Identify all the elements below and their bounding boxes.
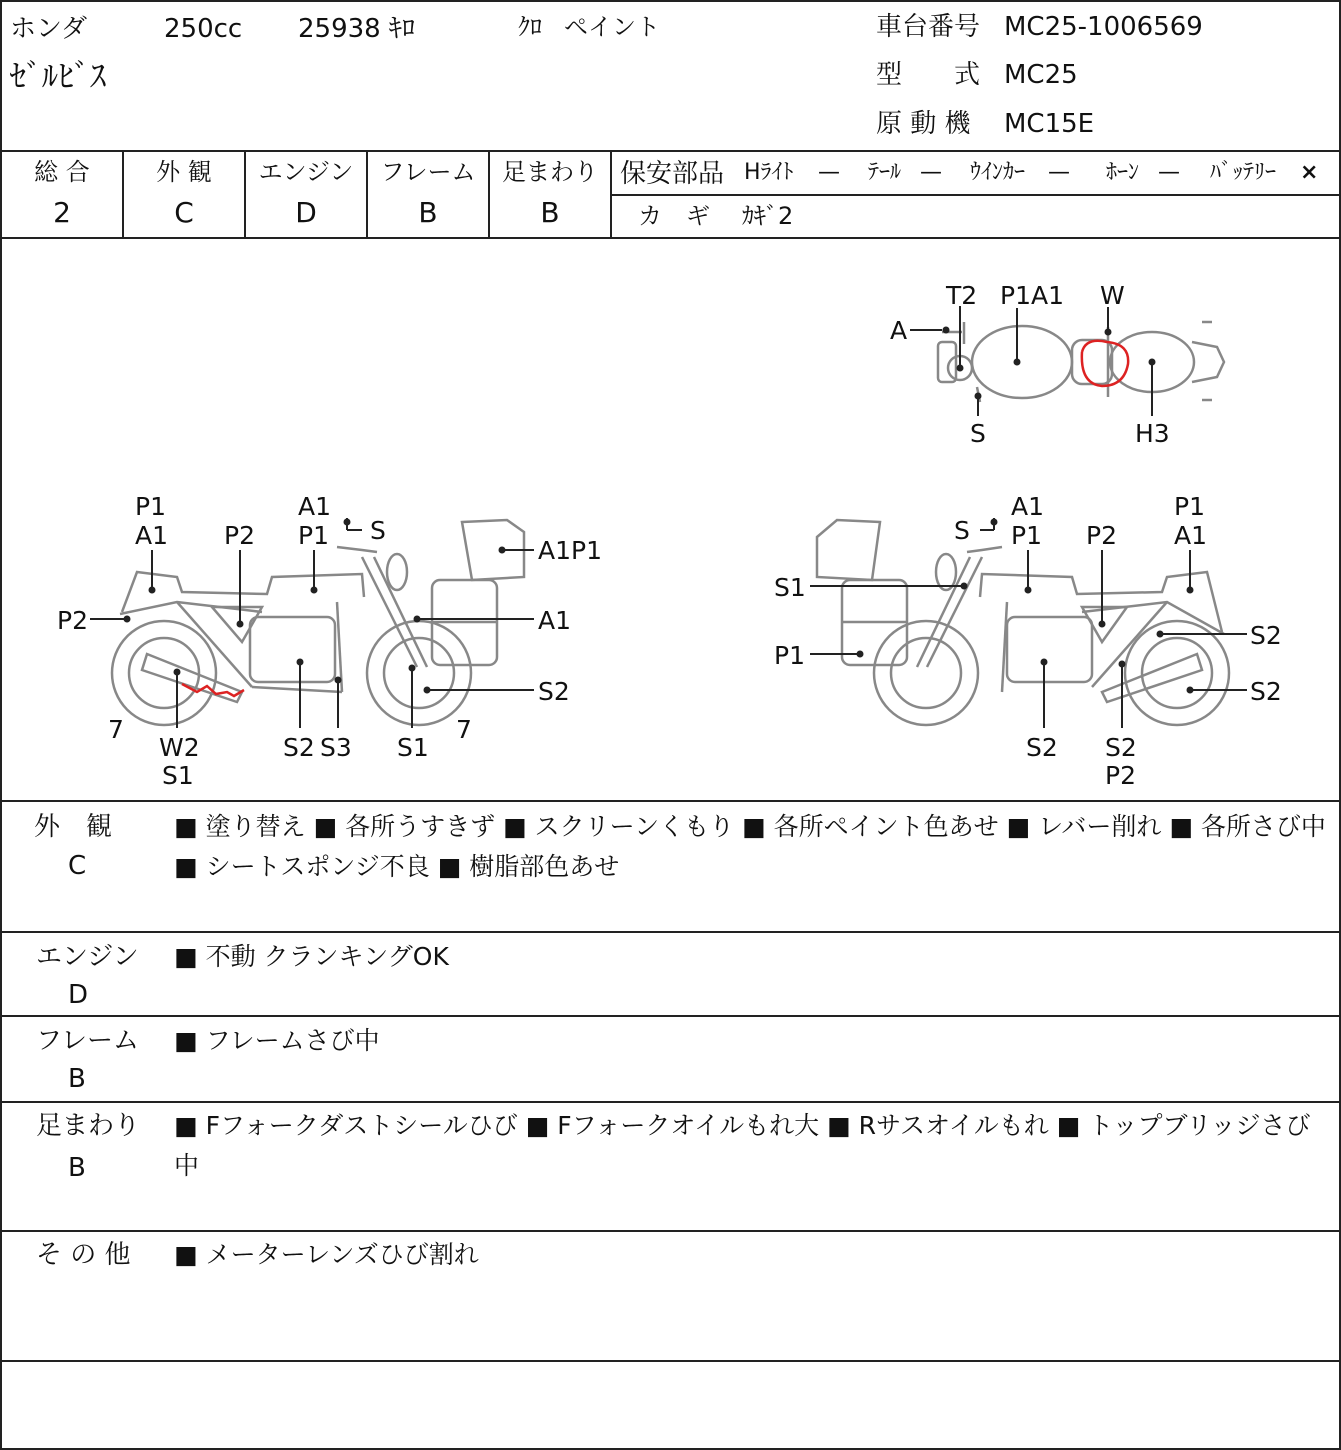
section-label-suspension: 足まわり bbox=[36, 1111, 141, 1141]
frame-no: MC25-1006569 bbox=[1004, 12, 1203, 42]
diagram-label: P1 bbox=[1174, 492, 1205, 521]
top-view-dots bbox=[943, 327, 1156, 400]
diagram-label: H3 bbox=[1135, 419, 1170, 448]
frame-no-label: 車台番号 bbox=[876, 12, 981, 42]
diagram-label: W bbox=[1100, 281, 1125, 310]
diagram-label: P1A1 bbox=[1000, 281, 1064, 310]
engine-value: MC15E bbox=[1004, 109, 1095, 139]
diagram-label: S1 bbox=[397, 733, 429, 762]
section-label-other: そ の 他 bbox=[36, 1240, 131, 1270]
grade-label-total: 総 合 bbox=[34, 158, 90, 186]
model-name: ｾﾞﾙﾋﾞｽ bbox=[10, 57, 107, 95]
section-grade-engine: D bbox=[68, 980, 89, 1010]
grade-label-suspension: 足まわり bbox=[502, 158, 598, 186]
diagram-label: S bbox=[370, 516, 386, 545]
divider bbox=[2, 1360, 1339, 1362]
diagram-label: P2 bbox=[224, 521, 255, 550]
section-notes-suspension: ■ Fフォークダストシールひび ■ Fフォークオイルもれ大 ■ Rサスオイルもれ ■ トップブリッジさび中 bbox=[174, 1111, 1311, 1180]
diagram-label: P1 bbox=[1011, 521, 1042, 550]
diagram-label: S bbox=[954, 516, 970, 545]
left-side-bike-icon bbox=[112, 520, 524, 725]
right-side-bike-icon bbox=[817, 520, 1229, 725]
safety-horn-mark: — bbox=[1158, 160, 1180, 185]
section-grade-frame: B bbox=[68, 1064, 86, 1094]
diagram-label: S2 bbox=[1105, 733, 1137, 762]
top-view-leaders bbox=[910, 306, 1152, 416]
divider bbox=[2, 931, 1339, 933]
diagram-label: S2 bbox=[1250, 621, 1282, 650]
safety-taillight-mark: — bbox=[920, 160, 942, 185]
diagram-label: S2 bbox=[538, 677, 570, 706]
diagram-label: A1 bbox=[1011, 492, 1045, 521]
section-grade-exterior: C bbox=[68, 851, 87, 881]
grade-value-frame: B bbox=[418, 196, 438, 229]
diagram-label: A1 bbox=[538, 606, 572, 635]
grade-value-engine: D bbox=[295, 196, 317, 229]
safety-horn: ﾎｰﾝ bbox=[1106, 160, 1140, 185]
diagram-label: S2 bbox=[283, 733, 315, 762]
section-notes-frame: ■ フレームさび中 bbox=[174, 1026, 380, 1055]
divider bbox=[2, 1101, 1339, 1103]
diagram-label: S3 bbox=[320, 733, 352, 762]
safety-label: 保安部品 bbox=[620, 159, 725, 189]
paint: ペイント bbox=[564, 13, 660, 41]
mileage: 25938 ｷﾛ bbox=[298, 14, 415, 44]
diagram-label: P2 bbox=[57, 606, 88, 635]
grade-label-engine: エンジン bbox=[258, 158, 354, 186]
safety-turn-signal: ｳｲﾝｶｰ bbox=[970, 160, 1026, 185]
section-label-frame: フレーム bbox=[36, 1026, 139, 1056]
diagram-label: T2 bbox=[946, 281, 978, 310]
type-label: 型 式 bbox=[876, 60, 981, 90]
diagram-label: A1 bbox=[1174, 521, 1208, 550]
color: ｸﾛ bbox=[518, 13, 542, 41]
section-notes-other: ■ メーターレンズひび割れ bbox=[174, 1240, 479, 1269]
key-label: カ ギ bbox=[638, 202, 710, 230]
grade-label-exterior: 外 観 bbox=[156, 158, 212, 186]
section-label-exterior: 外 観 bbox=[34, 812, 113, 842]
diagram-label: S1 bbox=[162, 761, 194, 790]
diagram-label: S2 bbox=[1250, 677, 1282, 706]
diagram-label: 7 bbox=[456, 715, 472, 744]
diagram-label: P1 bbox=[298, 521, 329, 550]
grade-label-frame: フレーム bbox=[380, 158, 476, 186]
diagram-label: P2 bbox=[1105, 761, 1136, 790]
damage-mark-red bbox=[1082, 341, 1128, 386]
type-value: MC25 bbox=[1004, 60, 1078, 90]
divider bbox=[2, 800, 1339, 802]
diagram-label: A bbox=[890, 316, 908, 345]
safety-headlight-mark: — bbox=[818, 160, 840, 185]
diagram-label: A1P1 bbox=[538, 536, 602, 565]
grade-value-total: 2 bbox=[53, 196, 71, 229]
safety-battery: ﾊﾞｯﾃﾘｰ bbox=[1210, 160, 1277, 185]
key-value: ｶｷﾞ2 bbox=[742, 202, 794, 230]
grade-value-suspension: B bbox=[540, 196, 560, 229]
safety-turn-signal-mark: — bbox=[1048, 160, 1070, 185]
maker: ホンダ bbox=[10, 14, 87, 44]
diagram-label: P1 bbox=[774, 641, 805, 670]
section-grade-suspension: B bbox=[68, 1153, 86, 1183]
diagram-label: S bbox=[970, 419, 986, 448]
diagram-label: W2 bbox=[159, 733, 200, 762]
diagram-label: P2 bbox=[1086, 521, 1117, 550]
diagram-label: S2 bbox=[1026, 733, 1058, 762]
diagram-label: A1 bbox=[298, 492, 332, 521]
divider bbox=[2, 1015, 1339, 1017]
section-notes-exterior: ■ 塗り替え ■ 各所うすきず ■ スクリーンくもり ■ 各所ペイント色あせ ■ レバー削れ ■ 各所さび中 ■ シートスポンジ不良 ■ 樹脂部色あせ bbox=[174, 812, 1326, 881]
safety-battery-mark: × bbox=[1300, 160, 1319, 185]
grade-value-exterior: C bbox=[174, 196, 194, 229]
safety-headlight: Hﾗｲﾄ bbox=[744, 160, 794, 185]
displacement: 250cc bbox=[164, 14, 243, 44]
diagram-label: A1 bbox=[135, 521, 169, 550]
divider bbox=[2, 1230, 1339, 1232]
engine-label: 原 動 機 bbox=[876, 109, 971, 139]
section-notes-engine: ■ 不動 クランキングOK bbox=[174, 942, 449, 971]
diagram-label: P1 bbox=[135, 492, 166, 521]
diagram-label: 7 bbox=[108, 715, 124, 744]
section-label-engine: エンジン bbox=[36, 942, 139, 972]
diagram-label: S1 bbox=[774, 573, 806, 602]
safety-taillight: ﾃｰﾙ bbox=[868, 160, 902, 185]
